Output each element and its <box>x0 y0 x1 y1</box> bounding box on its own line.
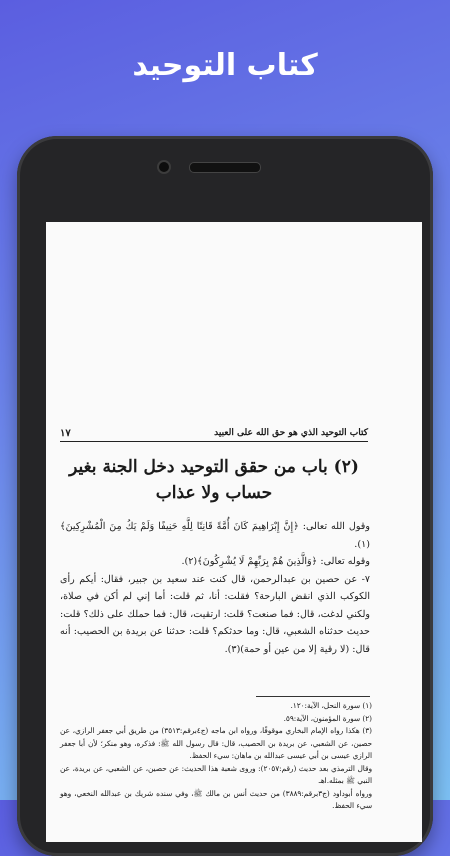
footnote-3: (٣) هكذا رواه الإمام البخاري موقوفًا، ورواه ابن ماجه (ج٤برقم:٣٥١٣) من طريق أبي جعفر الرازي، عن حصين، عن الشعبي، عن بريدة بن الحصيب، قال: قال رسول الله ﷺ: فذكره، وهو منكر؛ لأن أبا جعفر الرازي عيسى بن أبي عيسى عبدالله بن ماهان: سيء الحفظ. <box>60 726 372 760</box>
book-page <box>46 222 422 842</box>
chapter-heading: (٢) باب من حقق التوحيد دخل الجنة بغير حساب ولا عذاب <box>69 457 359 503</box>
promo-title: كتاب التوحيد <box>132 48 318 83</box>
running-header <box>60 428 368 442</box>
front-camera-icon <box>157 160 171 174</box>
footnotes <box>60 700 372 813</box>
book-page-viewer[interactable] <box>46 222 422 842</box>
quran-verse-1: وقول الله تعالى: ﴿إِنَّ إِبْرَاهِيمَ كَانَ أُمَّةً قَانِتًا لِلَّهِ حَنِيفًا وَلَمْ يَكُ مِنَ الْمُشْرِكِينَ﴾(١). <box>60 521 370 550</box>
hadith-paragraph: ٧- عن حصين بن عبدالرحمن، قال كنت عند سعيد بن جبير، فقال: أيكم رأى الكوكب الذي انقض البارحة؟ فقلت: أنا، ثم قلت: أما إني لم أكن في صلاة، ولكني لدغت، قال: فما صنعت؟ قلت: ارتقيت، قال: فما حملك على ذلك؟ قلت: حديث حدثناه الشعبي، قال: وما حدثكم؟ قلت: حدثنا عن بريدة بن الحصيب: أنه قال: (لا رقية إلا من عين أو حمة)(٣). <box>60 573 370 655</box>
footnote-3-cont-b: ورواه أبوداود (ج٣برقم:٣٨٨٩) من حديث أنس بن مالك ﷺ، وفي سنده شريك بن عبدالله النخعي، وهو سيء الحفظ. <box>60 788 372 810</box>
footnote-1: (١) سورة النحل، الآية:١٢٠. <box>290 701 372 710</box>
quran-verse-2: وقوله تعالى: ﴿وَالَّذِينَ هُمْ بِرَبِّهِمْ لَا يُشْرِكُونَ﴾(٢). <box>181 556 370 567</box>
earpiece-speaker <box>189 162 261 173</box>
running-header-title: كتاب التوحيد الذي هو حق الله على العبيد <box>214 428 368 438</box>
phone-frame <box>17 136 433 856</box>
footnote-divider <box>256 696 370 697</box>
page-number: ١٧ <box>60 428 71 439</box>
body-text <box>60 518 370 658</box>
footnote-2: (٢) سورة المؤمنون، الآية:٥٩. <box>283 713 372 723</box>
footnote-3-cont-a: وقال الترمذي بعد حديث (رقم:٢٠٥٧): وروى شعبة هذا الحديث: عن حصين، عن الشعبي، عن بريدة، عن النبي ﷺ بمثله.اهـ <box>60 763 372 785</box>
